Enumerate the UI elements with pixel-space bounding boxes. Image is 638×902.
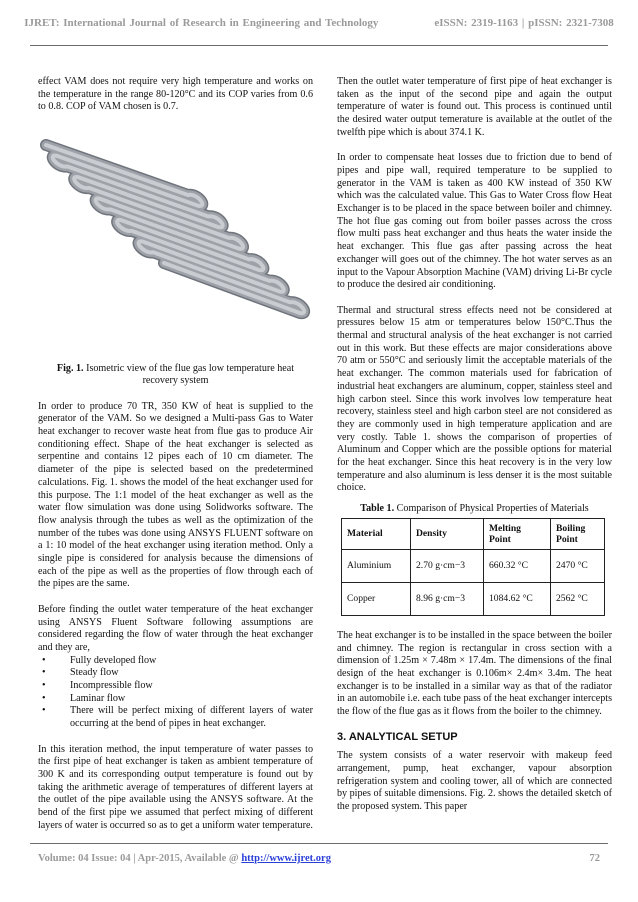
table-row [342,549,605,582]
table-caption [337,503,612,516]
figure-caption-text: Isometric view of the flue gas low temperature heat recovery system [86,362,295,387]
left-paragraph-4: In this iteration method, the input temperature of water passes to the first pipe of heat exchanger is taken as ambient temperature of 300 K and its corresponding output temperature is found out by taking the arithmetic average of temperatures of different layers at the outlet of the pipe available using the ANSYS software. At the bend of the first pipe we assumed that perfect mixing of different layers of water is occurred so as to get a uniform water temperature. [38,743,313,831]
left-paragraph-3: Before finding the outlet water temperature of the heat exchanger using ANSYS Fluent Software following assumptions are considered regarding the flow of water through the heat exchanger and they are, [38,603,313,653]
figure-caption [38,363,313,388]
list-item: • Laminar flow [38,693,313,706]
running-footer [38,853,600,864]
table-row [342,582,605,615]
table-cell: 660.32 °C [484,549,551,582]
table-cell: 2.70 g·cm−3 [411,549,484,582]
table-cell: 8.96 g·cm−3 [411,582,484,615]
table-header-cell: Melting Point [484,518,551,549]
table-header-cell: Density [411,518,484,549]
issn: eISSN: 2319-1163 | pISSN: 2321-7308 [434,16,614,29]
left-column [38,76,313,845]
journal-link[interactable]: http://www.ijret.org [241,853,331,864]
table-cell: 1084.62 °C [484,582,551,615]
list-item: • Fully developed flow [38,655,313,668]
header-rule [30,45,608,46]
list-item: • Steady flow [38,667,313,680]
figure-label: Fig. 1. [56,362,84,374]
right-paragraph-4: The heat exchanger is to be installed in the space between the boiler and chimney. The region is rectangular in cross section with a dimension of 1.25m × 7.48m × 17.4m. The dimensions of the final design of the heat exchanger is 0.106m× 2.4m× 3.4m. The heat exchanger is to be installed in a similar way as that of the radiator in an automobile i.e. each tube pass of the heat exchanger intercepts the flow of the flue gas as it flows from the boiler to the chimney. [337,629,612,718]
heat-exchanger-figure [38,129,313,352]
right-paragraph-3: Thermal and structural stress effects need not be considered at pressures below 15 atm or temperatures below 150°C.Thus the thermal and structural analysis of the heat exchanger is not carried out in this work. But these effects are major considerations above 70 atm or 550°C and seriously limit the acceptable materials of the heat exchanger. The common materials used for fabrication of industrial heat exchangers are aluminum, copper, stainless steel and high carbon steel. Since this work involves low temperature heat recovery, stainless steel and high carbon steel are not considered as they are commonly used in high temperature application and are very costly. Table 1. shows the comparison of properties of Aluminum and Copper which are the possible options for material for the heat exchanger. Since this heat recovery is in the very low temperature and also aluminum is less denser it is the most suitable choice. [337,304,612,494]
right-column [337,76,612,826]
left-paragraph-2: In order to produce 70 TR, 350 KW of heat is supplied to the generator of the VAM. So we designed a Multi-pass Gas to Water heat exchanger to recover waste heat from flue gas to produce Air conditioning effect. Shape of the heat exchanger is selected as serpentine and contains 12 pipes each of 10 cm diameter. The diameter of the pipe is selected based on the predetermined calculations. Fig. 1. shows the model of the heat exchanger used for this purpose. The 1:1 model of the heat exchanger as well as the water flow simulation was done using Solidworks software. The flow analysis through the tubes as well as the optimization of the number of the tubes was done using ANSYS FLUENT software on a 1: 10 model of the heat exchanger using iteration method. Only a single pipe is considered for analysis because the dimensions of each of the pipe as well as the properties of flow through each of the pipes are the same. [38,400,313,590]
right-paragraph-5: The system consists of a water reservoir with makeup feed arrangement, pump, heat exchanger, vapour absorption refrigeration system and cooling tower, all of which are connected by pipes of suitable dimensions. Fig. 2. shows the detailed sketch of the proposed system. This paper [337,750,612,812]
table-caption-text: Comparison of Physical Properties of Materials [396,503,589,515]
right-paragraph-1: Then the outlet water temperature of first pipe of heat exchanger is taken as the input of the second pipe and again the output temperature of water is found out. This process is continued until the desired water output temerature is available at the outlet of the twelfth pipe which is about 374.1 K. [337,76,612,138]
running-header [0,6,638,39]
footer-rule [30,843,608,844]
properties-table [341,518,605,616]
table-header-cell: Boiling Point [551,518,605,549]
table-header-cell: Material [342,518,411,549]
footer-volume: Volume: 04 Issue: 04 | Apr-2015, Available @ [38,853,239,864]
journal-name: IJRET: International Journal of Research in Engineering and Technology [24,16,379,29]
serpentine-pipes [46,145,304,313]
left-paragraph-1: effect VAM does not require very high temperature and works on the temperature in the range 80-120°C and its COP varies from 0.6 to 0.8. COP of VAM chosen is 0.7. [38,76,313,113]
section-heading: 3. ANALYTICAL SETUP [337,731,458,744]
table-cell: Aluminium [342,549,411,582]
table-header-row [342,518,605,549]
table-cell: Copper [342,582,411,615]
list-item: • There will be perfect mixing of different layers of water occurring at the bend of pipes in heat exchanger. [38,705,313,730]
table-cell: 2470 °C [551,549,605,582]
right-paragraph-2: In order to compensate heat losses due to friction due to bend of pipes and pipe wall, required temperature to be supplied to generator in the VAM is taken as 400 KW instead of 350 KW which was the calculated value. This Gas to Water Cross flow Heat Exchanger is to be placed in the space between boiler and chimney. The hot flue gas coming out from boiler passes across the cross flow multi pass heat exchanger and thus heats the water inside the heat exchanger. This flue gas after passing across the heat exchanger will goes out of the chimney. The hot water serves as an input to the Vapour Absorption Machine (VAM) driving Li-Br cycle to produce the desired air conditioning. [337,152,612,291]
page-number: 72 [589,853,600,864]
list-item: • Incompressible flow [38,680,313,693]
table-cell: 2562 °C [551,582,605,615]
table-label: Table 1. [360,503,395,515]
assumption-list [38,655,313,731]
